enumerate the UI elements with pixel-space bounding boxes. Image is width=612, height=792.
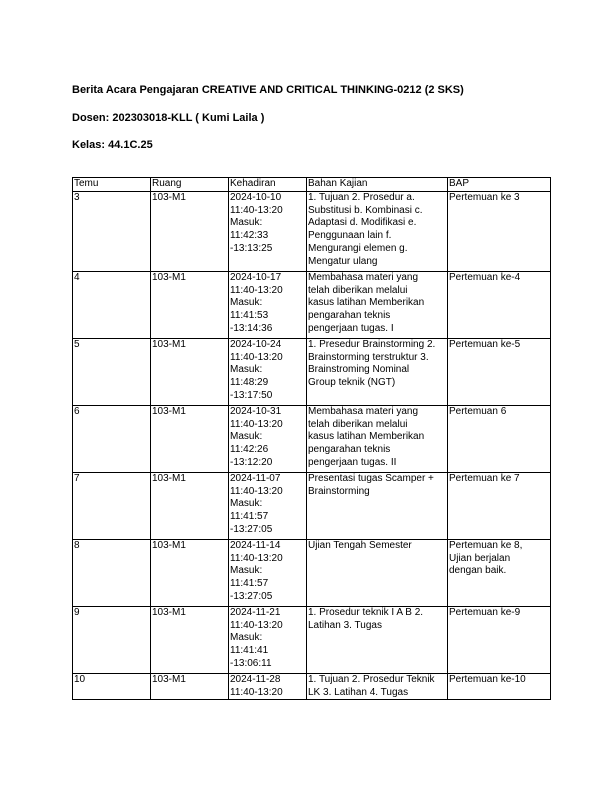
cell-bahan-kajian: 1. Presedur Brainstorming 2. Brainstorming terstruktur 3. Brainstroming Nominal Group teknik (NGT) <box>307 338 448 405</box>
cell-temu: 8 <box>73 539 151 606</box>
class-line: Kelas: 44.1C.25 <box>72 139 153 151</box>
cell-temu: 5 <box>73 338 151 405</box>
cell-bahan-kajian: 1. Tujuan 2. Prosedur a. Substitusi b. Kombinasi c. Adaptasi d. Modifikasi e. Penggunaan lain f. Mengurangi elemen g. Mengatur ulang <box>307 191 448 271</box>
cell-bap: Pertemuan ke-5 <box>448 338 551 405</box>
cell-bahan-kajian: 1. Tujuan 2. Prosedur Teknik LK 3. Latihan 4. Tugas <box>307 673 448 700</box>
cell-temu: 4 <box>73 271 151 338</box>
cell-bap: Pertemuan ke 7 <box>448 472 551 539</box>
table-row <box>73 673 551 700</box>
cell-kehadiran: 2024-10-10 11:40-13:20 Masuk: 11:42:33 -13:13:25 <box>229 191 307 271</box>
cell-bahan-kajian: Ujian Tengah Semester <box>307 539 448 606</box>
cell-ruang: 103-M1 <box>151 673 229 700</box>
cell-bap: Pertemuan ke 8, Ujian berjalan dengan baik. <box>448 539 551 606</box>
cell-temu: 3 <box>73 191 151 271</box>
column-header-bap: BAP <box>448 178 551 192</box>
cell-ruang: 103-M1 <box>151 191 229 271</box>
cell-kehadiran: 2024-10-17 11:40-13:20 Masuk: 11:41:53 -13:14:36 <box>229 271 307 338</box>
cell-kehadiran: 2024-10-31 11:40-13:20 Masuk: 11:42:26 -13:12:20 <box>229 405 307 472</box>
cell-ruang: 103-M1 <box>151 606 229 673</box>
lecturer-line: Dosen: 202303018-KLL ( Kumi Laila ) <box>72 112 265 124</box>
column-header-temu: Temu <box>73 178 151 192</box>
cell-bap: Pertemuan ke-4 <box>448 271 551 338</box>
column-header-kehadiran: Kehadiran <box>229 178 307 192</box>
cell-temu: 10 <box>73 673 151 700</box>
cell-bap: Pertemuan 6 <box>448 405 551 472</box>
cell-bahan-kajian: Membahasa materi yang telah diberikan melalui kasus latihan Memberikan pengarahan teknis pengerjaan tugas. I <box>307 271 448 338</box>
document-title: Berita Acara Pengajaran CREATIVE AND CRITICAL THINKING-0212 (2 SKS) <box>72 84 464 96</box>
table-row <box>73 606 551 673</box>
cell-ruang: 103-M1 <box>151 271 229 338</box>
cell-temu: 9 <box>73 606 151 673</box>
teaching-record-table <box>72 177 551 700</box>
cell-bap: Pertemuan ke-10 <box>448 673 551 700</box>
table-row <box>73 338 551 405</box>
cell-kehadiran: 2024-11-07 11:40-13:20 Masuk: 11:41:57 -13:27:05 <box>229 472 307 539</box>
table-row <box>73 472 551 539</box>
cell-bahan-kajian: Membahasa materi yang telah diberikan melalui kasus latihan Memberikan pengarahan teknis pengerjaan tugas. II <box>307 405 448 472</box>
cell-ruang: 103-M1 <box>151 338 229 405</box>
table-row <box>73 191 551 271</box>
cell-kehadiran: 2024-11-14 11:40-13:20 Masuk: 11:41:57 -13:27:05 <box>229 539 307 606</box>
cell-kehadiran: 2024-11-28 11:40-13:20 <box>229 673 307 700</box>
cell-bahan-kajian: Presentasi tugas Scamper + Brainstorming <box>307 472 448 539</box>
table-row <box>73 405 551 472</box>
cell-ruang: 103-M1 <box>151 405 229 472</box>
table-header-row <box>73 178 551 192</box>
cell-ruang: 103-M1 <box>151 539 229 606</box>
column-header-ruang: Ruang <box>151 178 229 192</box>
cell-bap: Pertemuan ke 3 <box>448 191 551 271</box>
table-row <box>73 271 551 338</box>
cell-kehadiran: 2024-11-21 11:40-13:20 Masuk: 11:41:41 -13:06:11 <box>229 606 307 673</box>
cell-bahan-kajian: 1. Prosedur teknik I A B 2. Latihan 3. Tugas <box>307 606 448 673</box>
cell-temu: 6 <box>73 405 151 472</box>
cell-kehadiran: 2024-10-24 11:40-13:20 Masuk: 11:48:29 -13:17:50 <box>229 338 307 405</box>
table-row <box>73 539 551 606</box>
cell-ruang: 103-M1 <box>151 472 229 539</box>
column-header-bahan-kajian: Bahan Kajian <box>307 178 448 192</box>
cell-temu: 7 <box>73 472 151 539</box>
cell-bap: Pertemuan ke-9 <box>448 606 551 673</box>
